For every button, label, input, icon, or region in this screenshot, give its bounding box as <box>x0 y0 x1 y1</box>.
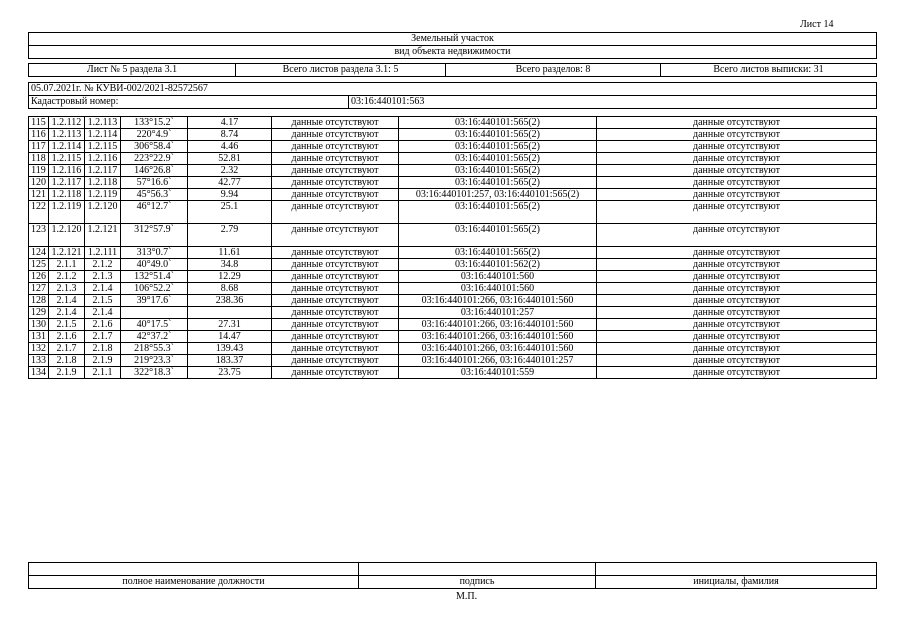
table-row <box>29 224 877 247</box>
cell-parcels: 03:16:440101:257 <box>399 307 597 319</box>
cell-from: 2.1.8 <box>49 355 85 367</box>
cell-from: 1.2.118 <box>49 189 85 201</box>
cell-info: данные отсутствуют <box>272 283 399 295</box>
cell-extra: данные отсутствуют <box>597 283 877 295</box>
cell-to: 1.2.115 <box>85 141 121 153</box>
cell-angle: 40°17.5` <box>121 319 188 331</box>
cell-from: 1.2.116 <box>49 165 85 177</box>
document-info <box>28 82 877 109</box>
cell-extra: данные отсутствуют <box>597 355 877 367</box>
cell-from: 1.2.113 <box>49 129 85 141</box>
cell-angle: 133°15.2` <box>121 117 188 129</box>
cell-from: 1.2.117 <box>49 177 85 189</box>
cell-info: данные отсутствуют <box>272 201 399 224</box>
cell-parcels: 03:16:440101:565(2) <box>399 247 597 259</box>
signature-block <box>28 562 877 589</box>
cell-extra: данные отсутствуют <box>597 295 877 307</box>
cell-n: 116 <box>29 129 49 141</box>
cell-angle: 39°17.6` <box>121 295 188 307</box>
cell-n: 133 <box>29 355 49 367</box>
cell-info: данные отсутствуют <box>272 177 399 189</box>
cell-to: 2.1.8 <box>85 343 121 355</box>
cell-from: 2.1.2 <box>49 271 85 283</box>
cell-from: 2.1.3 <box>49 283 85 295</box>
cell-info: данные отсутствуют <box>272 224 399 247</box>
cell-n: 115 <box>29 117 49 129</box>
cell-n: 123 <box>29 224 49 247</box>
cell-parcels: 03:16:440101:266, 03:16:440101:257 <box>399 355 597 367</box>
table-row <box>29 117 877 129</box>
cell-info: данные отсутствуют <box>272 307 399 319</box>
cell-to: 2.1.1 <box>85 367 121 379</box>
table-row <box>29 271 877 283</box>
cell-n: 127 <box>29 283 49 295</box>
cell-info: данные отсутствуют <box>272 355 399 367</box>
cell-parcels: 03:16:440101:565(2) <box>399 177 597 189</box>
cell-dist: 14.47 <box>188 331 272 343</box>
cell-angle: 322°18.3` <box>121 367 188 379</box>
cell-info: данные отсутствуют <box>272 247 399 259</box>
cell-parcels: 03:16:440101:560 <box>399 283 597 295</box>
cell-info: данные отсутствуют <box>272 259 399 271</box>
cell-n: 119 <box>29 165 49 177</box>
cell-from: 2.1.4 <box>49 295 85 307</box>
cell-to: 1.2.119 <box>85 189 121 201</box>
cell-to: 1.2.121 <box>85 224 121 247</box>
cell-from: 1.2.112 <box>49 117 85 129</box>
cadastral-label: Кадастровый номер: <box>29 96 349 109</box>
cell-info: данные отсутствуют <box>272 367 399 379</box>
cell-extra: данные отсутствуют <box>597 331 877 343</box>
cell-to: 1.2.118 <box>85 177 121 189</box>
cell-dist: 8.74 <box>188 129 272 141</box>
cadastral-number: 03:16:440101:563 <box>349 96 877 109</box>
cell-dist: 42.77 <box>188 177 272 189</box>
cell-dist <box>188 307 272 319</box>
table-row <box>29 307 877 319</box>
name-field <box>596 563 877 576</box>
cell-n: 129 <box>29 307 49 319</box>
cell-from: 2.1.6 <box>49 331 85 343</box>
cell-from: 2.1.9 <box>49 367 85 379</box>
cell-dist: 23.75 <box>188 367 272 379</box>
table-row <box>29 343 877 355</box>
cell-n: 125 <box>29 259 49 271</box>
cell-to: 1.2.113 <box>85 117 121 129</box>
cell-info: данные отсутствуют <box>272 117 399 129</box>
sheet-info <box>28 63 877 77</box>
table-row <box>29 165 877 177</box>
cell-parcels: 03:16:440101:559 <box>399 367 597 379</box>
cell-dist: 27.31 <box>188 319 272 331</box>
table-row <box>29 283 877 295</box>
cell-dist: 2.32 <box>188 165 272 177</box>
cell-angle: 132°51.4` <box>121 271 188 283</box>
cell-parcels: 03:16:440101:266, 03:16:440101:560 <box>399 319 597 331</box>
cell-info: данные отсутствуют <box>272 319 399 331</box>
cell-angle: 223°22.9` <box>121 153 188 165</box>
sheet-number: Лист 14 <box>800 19 834 30</box>
cell-n: 124 <box>29 247 49 259</box>
cell-to: 1.2.120 <box>85 201 121 224</box>
cell-extra: данные отсутствуют <box>597 153 877 165</box>
cell-parcels: 03:16:440101:565(2) <box>399 141 597 153</box>
cell-info: данные отсутствуют <box>272 165 399 177</box>
cell-angle: 313°0.7` <box>121 247 188 259</box>
cell-parcels: 03:16:440101:266, 03:16:440101:560 <box>399 343 597 355</box>
cell-dist: 12.29 <box>188 271 272 283</box>
cell-info: данные отсутствуют <box>272 331 399 343</box>
cell-dist: 11.61 <box>188 247 272 259</box>
cell-dist: 4.46 <box>188 141 272 153</box>
cell-dist: 183.37 <box>188 355 272 367</box>
cell-info: данные отсутствуют <box>272 129 399 141</box>
cell-dist: 2.79 <box>188 224 272 247</box>
cell-to: 2.1.6 <box>85 319 121 331</box>
cell-n: 121 <box>29 189 49 201</box>
cell-from: 1.2.114 <box>49 141 85 153</box>
cell-extra: данные отсутствуют <box>597 117 877 129</box>
cell-angle: 146°26.8` <box>121 165 188 177</box>
cell-extra: данные отсутствуют <box>597 189 877 201</box>
name-label: инициалы, фамилия <box>596 576 877 589</box>
cell-dist: 238.36 <box>188 295 272 307</box>
cell-extra: данные отсутствуют <box>597 201 877 224</box>
cell-angle: 306°58.4` <box>121 141 188 153</box>
cell-angle: 220°4.9` <box>121 129 188 141</box>
cell-dist: 34.8 <box>188 259 272 271</box>
object-title: Земельный участок <box>29 33 877 46</box>
cell-parcels: 03:16:440101:565(2) <box>399 165 597 177</box>
cell-info: данные отсутствуют <box>272 295 399 307</box>
cell-from: 1.2.119 <box>49 201 85 224</box>
cell-angle: 57°16.6` <box>121 177 188 189</box>
cell-angle: 40°49.0` <box>121 259 188 271</box>
cell-angle: 46°12.7` <box>121 201 188 224</box>
cell-info: данные отсутствуют <box>272 271 399 283</box>
cell-n: 128 <box>29 295 49 307</box>
cell-dist: 52.81 <box>188 153 272 165</box>
cell-from: 2.1.1 <box>49 259 85 271</box>
table-row <box>29 295 877 307</box>
cell-extra: данные отсутствуют <box>597 224 877 247</box>
table-row <box>29 319 877 331</box>
cell-to: 2.1.4 <box>85 307 121 319</box>
cell-info: данные отсутствуют <box>272 153 399 165</box>
position-field <box>29 563 359 576</box>
cell-extra: данные отсутствуют <box>597 247 877 259</box>
cell-from: 1.2.121 <box>49 247 85 259</box>
cell-extra: данные отсутствуют <box>597 177 877 189</box>
cell-extra: данные отсутствуют <box>597 141 877 153</box>
cell-parcels: 03:16:440101:565(2) <box>399 117 597 129</box>
table-row <box>29 355 877 367</box>
cell-angle: 312°57.9` <box>121 224 188 247</box>
cell-n: 131 <box>29 331 49 343</box>
table-row <box>29 247 877 259</box>
cell-dist: 9.94 <box>188 189 272 201</box>
cell-angle: 45°56.3` <box>121 189 188 201</box>
cell-n: 132 <box>29 343 49 355</box>
cell-parcels: 03:16:440101:565(2) <box>399 224 597 247</box>
position-label: полное наименование должности <box>29 576 359 589</box>
cell-parcels: 03:16:440101:565(2) <box>399 129 597 141</box>
cell-dist: 8.68 <box>188 283 272 295</box>
cell-extra: данные отсутствуют <box>597 367 877 379</box>
cell-n: 120 <box>29 177 49 189</box>
table-row <box>29 201 877 224</box>
cell-n: 130 <box>29 319 49 331</box>
cell-to: 1.2.117 <box>85 165 121 177</box>
cell-to: 1.2.116 <box>85 153 121 165</box>
table-row <box>29 367 877 379</box>
cell-info: данные отсутствуют <box>272 343 399 355</box>
sign-field <box>359 563 596 576</box>
cell-from: 1.2.120 <box>49 224 85 247</box>
cell-info: данные отсутствуют <box>272 141 399 153</box>
cell-to: 2.1.2 <box>85 259 121 271</box>
cell-info: данные отсутствуют <box>272 189 399 201</box>
total-sheets-extract: Всего листов выписки: 31 <box>661 64 877 77</box>
cell-to: 1.2.114 <box>85 129 121 141</box>
cell-angle <box>121 307 188 319</box>
cell-angle: 219°23.3` <box>121 355 188 367</box>
sheet-section: Лист № 5 раздела 3.1 <box>29 64 236 77</box>
cell-n: 118 <box>29 153 49 165</box>
cell-to: 2.1.4 <box>85 283 121 295</box>
cell-extra: данные отсутствуют <box>597 165 877 177</box>
cell-n: 122 <box>29 201 49 224</box>
cell-to: 2.1.7 <box>85 331 121 343</box>
cell-dist: 25.1 <box>188 201 272 224</box>
cell-n: 126 <box>29 271 49 283</box>
cell-from: 2.1.5 <box>49 319 85 331</box>
stamp-label: М.П. <box>456 591 478 602</box>
table-row <box>29 259 877 271</box>
cell-angle: 106°52.2` <box>121 283 188 295</box>
cell-to: 2.1.5 <box>85 295 121 307</box>
cell-angle: 42°37.2` <box>121 331 188 343</box>
cell-dist: 139.43 <box>188 343 272 355</box>
table-row <box>29 189 877 201</box>
cell-from: 1.2.115 <box>49 153 85 165</box>
cell-parcels: 03:16:440101:565(2) <box>399 201 597 224</box>
cell-parcels: 03:16:440101:266, 03:16:440101:560 <box>399 331 597 343</box>
cell-extra: данные отсутствуют <box>597 259 877 271</box>
cell-extra: данные отсутствуют <box>597 319 877 331</box>
boundary-table <box>28 116 877 379</box>
cell-parcels: 03:16:440101:565(2) <box>399 153 597 165</box>
table-row <box>29 141 877 153</box>
cell-to: 1.2.111 <box>85 247 121 259</box>
cell-n: 134 <box>29 367 49 379</box>
date-number: 05.07.2021г. № КУВИ-002/2021-82572567 <box>29 83 877 96</box>
object-header <box>28 32 877 59</box>
total-sections: Всего разделов: 8 <box>446 64 661 77</box>
total-sheets-section: Всего листов раздела 3.1: 5 <box>236 64 446 77</box>
cell-parcels: 03:16:440101:257, 03:16:440101:565(2) <box>399 189 597 201</box>
cell-extra: данные отсутствуют <box>597 307 877 319</box>
cell-extra: данные отсутствуют <box>597 129 877 141</box>
sign-label: подпись <box>359 576 596 589</box>
cell-from: 2.1.7 <box>49 343 85 355</box>
cell-from: 2.1.4 <box>49 307 85 319</box>
cell-dist: 4.17 <box>188 117 272 129</box>
cell-parcels: 03:16:440101:266, 03:16:440101:560 <box>399 295 597 307</box>
table-row <box>29 177 877 189</box>
table-row <box>29 153 877 165</box>
cell-to: 2.1.3 <box>85 271 121 283</box>
cell-parcels: 03:16:440101:560 <box>399 271 597 283</box>
cell-extra: данные отсутствуют <box>597 271 877 283</box>
cell-n: 117 <box>29 141 49 153</box>
cell-extra: данные отсутствуют <box>597 343 877 355</box>
object-subtitle: вид объекта недвижимости <box>29 46 877 59</box>
table-row <box>29 129 877 141</box>
table-row <box>29 331 877 343</box>
cell-to: 2.1.9 <box>85 355 121 367</box>
cell-angle: 218°55.3` <box>121 343 188 355</box>
cell-parcels: 03:16:440101:562(2) <box>399 259 597 271</box>
